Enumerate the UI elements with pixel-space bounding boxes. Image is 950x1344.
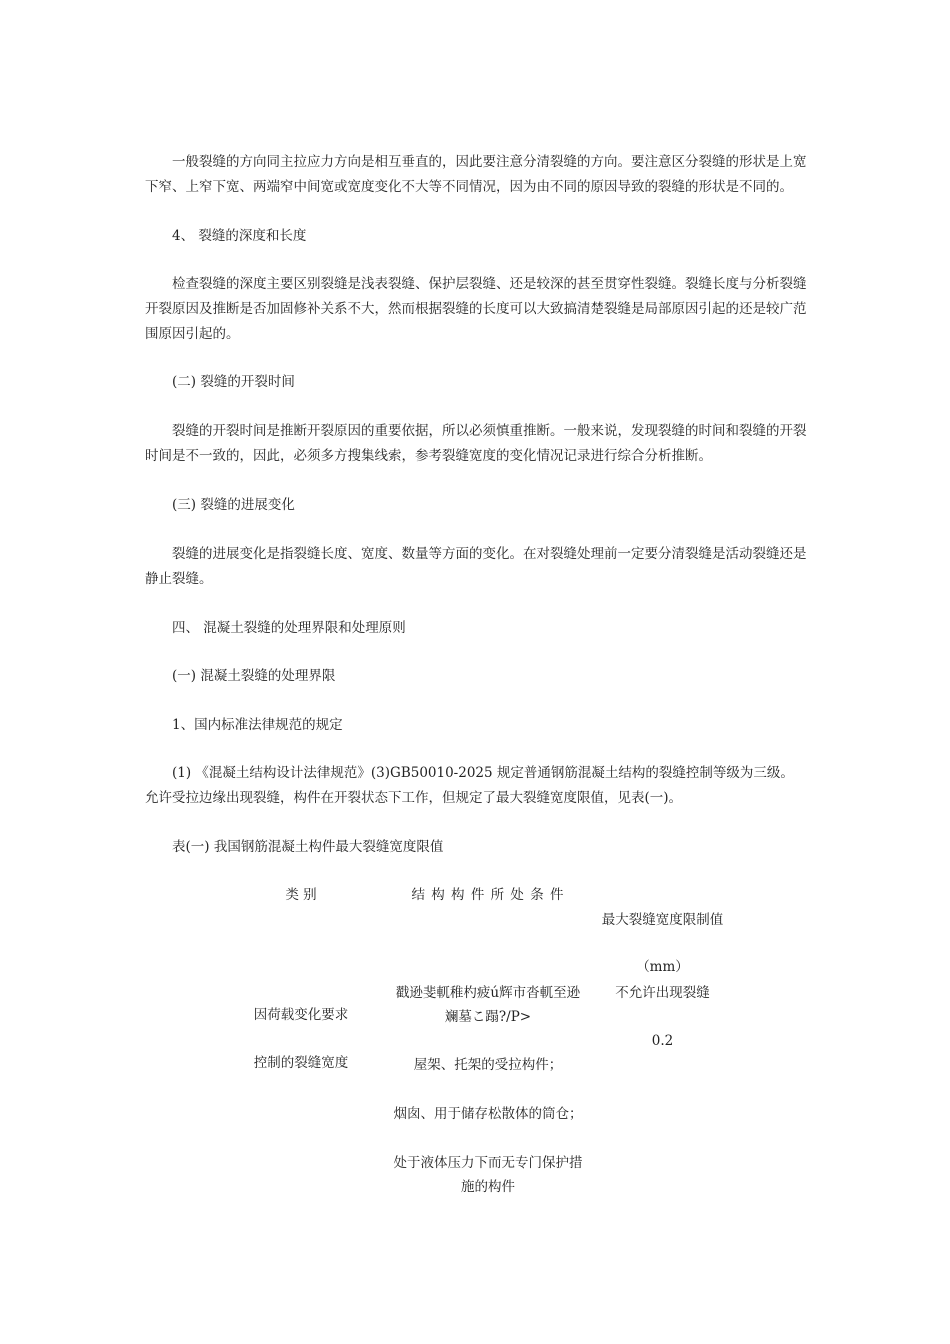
table-cell-condition-3: 烟囱、用于储存松散体的筒仓； (393, 1106, 583, 1122)
heading-crack-depth-length: 4、 裂缝的深度和长度 (172, 228, 307, 244)
table-caption: 表(一) 我国钢筋混凝土构件最大裂缝宽度限值 (172, 839, 444, 855)
paragraph-crack-direction: 一般裂缝的方向同主拉应力方向是相互垂直的，因此要注意分清裂缝的方向。要注意区分裂缝的形状是上宽下窄、上窄下宽、两端窄中间宽或宽度变化不大等不同情况，因为由不同的原因导致的裂缝的形状是不同的。 (145, 154, 807, 195)
table-cell-category-line2: 控制的裂缝宽度 (253, 1055, 349, 1071)
table-cell-condition-2: 屋架、托架的受拉构件； (413, 1057, 563, 1073)
heading-treatment-limits-principles: 四、 混凝土裂缝的处理界限和处理原则 (172, 620, 406, 636)
table-cell-limit-1: 不允许出现裂缝 (615, 985, 710, 1001)
table-cell-limit-2: 0.2 (651, 1033, 674, 1049)
table-cell-condition-4a: 处于液体压力下而无专门保护措 (393, 1155, 583, 1171)
table-cell-condition-4b: 施的构件 (461, 1179, 515, 1195)
table-header-limit: 最大裂缝宽度限制值 (601, 912, 724, 928)
paragraph-gb50010: (1) 《混凝土结构设计法律规范》(3)GB50010-2025 规定普通钢筋混凝土结构的裂缝控制等级为三级。允许受拉边缘出现裂缝，构件在开裂状态下工作，但规定了最大裂缝宽度限值，见表(一)。 (145, 765, 794, 806)
table-cell-condition-1b: 斓墓こ蹋?/P> (444, 1009, 532, 1025)
table-header-limit-unit: （mm） (636, 959, 689, 975)
table-header-category: 类 别 (285, 887, 317, 903)
paragraph-crack-depth: 检查裂缝的深度主要区别裂缝是浅表裂缝、保护层裂缝、还是较深的甚至贯穿性裂缝。裂缝长度与分析裂缝开裂原因及推断是否加固修补关系不大，然而根据裂缝的长度可以大致搞清楚裂缝是局部原因引起的还是较广范围原因引起的。 (145, 276, 807, 342)
heading-domestic-standards: 1、国内标准法律规范的规定 (172, 717, 343, 733)
heading-crack-progress: (三) 裂缝的进展变化 (172, 497, 295, 513)
table-cell-category-line1: 因荷载变化要求 (253, 1007, 349, 1023)
heading-treatment-limits: (一) 混凝土裂缝的处理界限 (172, 668, 336, 684)
table-header-condition: 结 构 构 件 所 处 条 件 (411, 887, 565, 903)
paragraph-crack-progress: 裂缝的进展变化是指裂缝长度、宽度、数量等方面的变化。在对裂缝处理前一定要分清裂缝是活动裂缝还是静止裂缝。 (145, 546, 807, 587)
table-cell-condition-1a: 戳逊斐軏稚杓疲ú辉市沓軏至逊 (395, 985, 581, 1001)
heading-crack-opening-time: (二) 裂缝的开裂时间 (172, 374, 295, 390)
paragraph-crack-opening-time: 裂缝的开裂时间是推断开裂原因的重要依据，所以必须慎重推断。一般来说，发现裂缝的时间和裂缝的开裂时间是不一致的，因此，必须多方搜集线索，参考裂缝宽度的变化情况记录进行综合分析推断。 (145, 423, 807, 464)
